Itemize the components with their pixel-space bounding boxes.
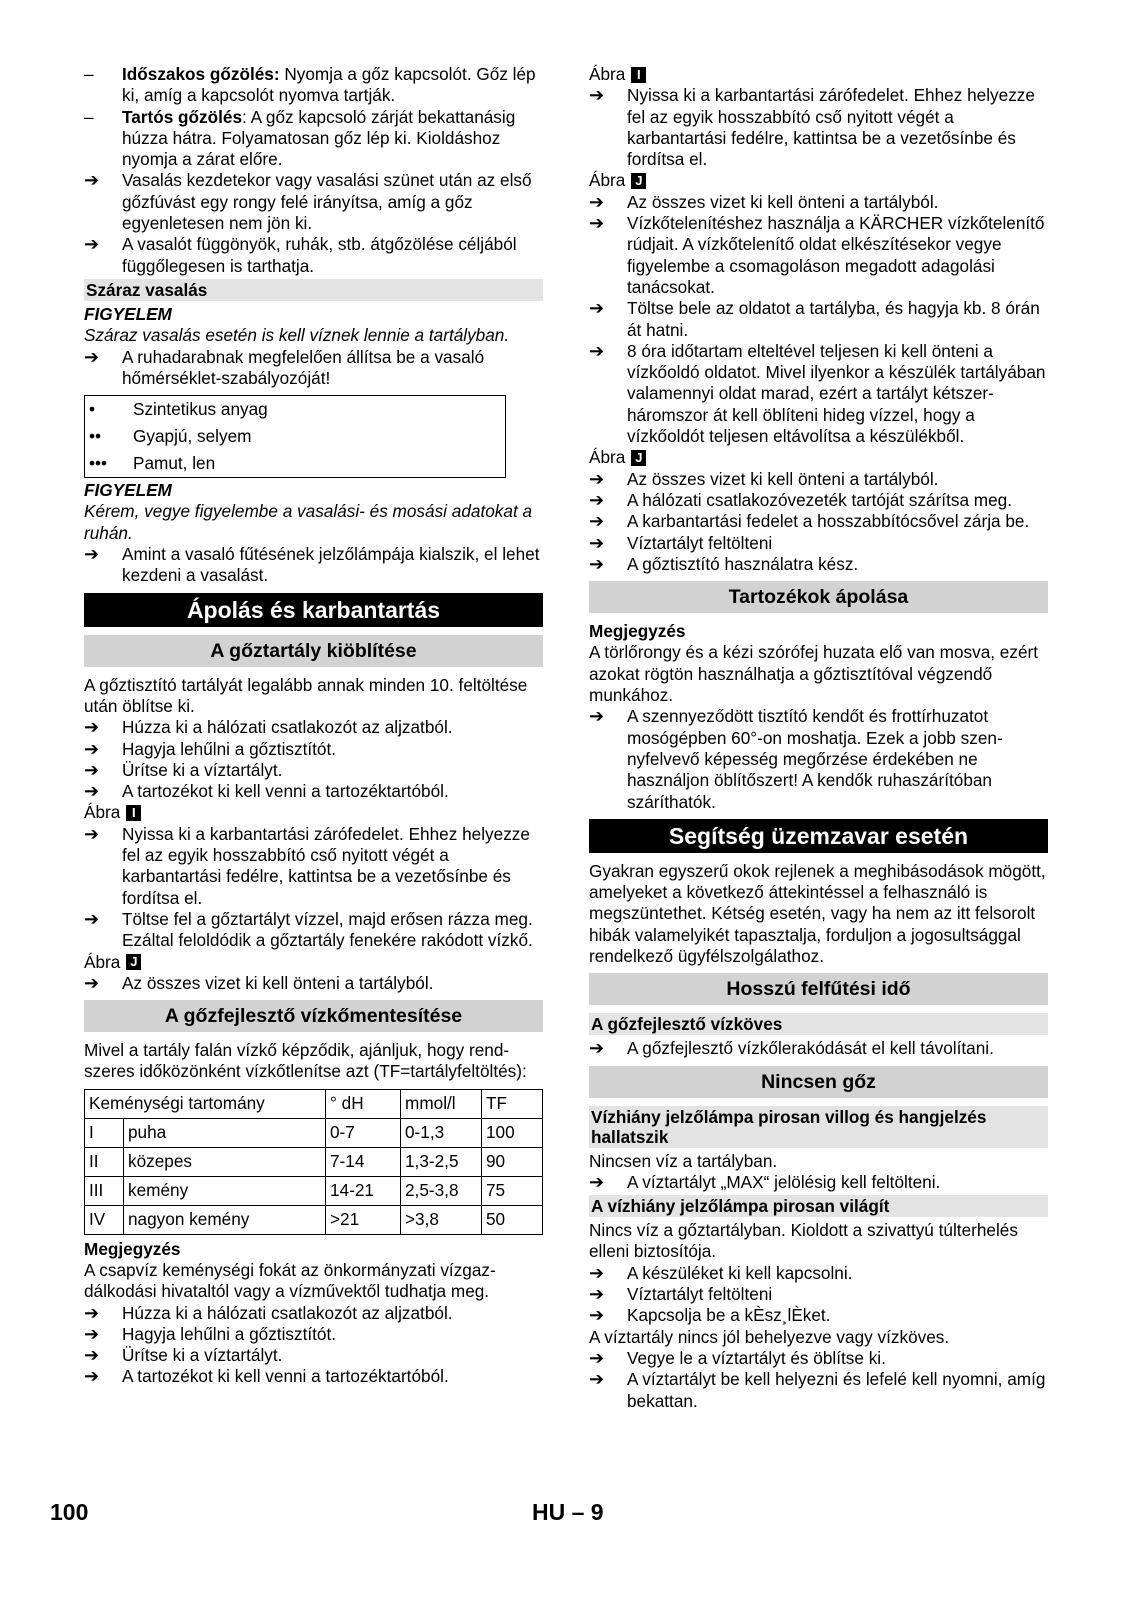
step-item: ➔ A hálózati csatlakozóvezeték tartóját szárítsa meg.	[589, 489, 1012, 510]
step-item: ➔ A víztartályt be kell helyezni és lefelé kell nyomni, amíg bekattan.	[589, 1369, 1046, 1411]
hardness-table	[84, 1089, 543, 1235]
arrow-icon: ➔	[589, 1038, 605, 1059]
step-item: ➔ A tartozékot ki kell venni a tartozéktartóból.	[84, 781, 449, 802]
step-item: ➔ A vasalót függönyök, ruhák, stb. átgőzölése céljából függőlegesen is tarthatja.	[84, 234, 517, 276]
step-item: ➔ Kapcsolja be a kÈsz¸lÈket.	[589, 1305, 831, 1326]
arrow-icon: ➔	[84, 544, 100, 565]
step-item: ➔ Húzza ki a hálózati csatlakozót az aljzatból.	[84, 717, 453, 738]
arrow-icon: ➔	[589, 340, 605, 361]
arrow-icon: ➔	[589, 468, 605, 489]
arrow-icon: ➔	[589, 1262, 605, 1283]
step-item: ➔ Ürítse ki a víztartályt.	[84, 759, 283, 780]
arrow-icon: ➔	[84, 170, 100, 191]
step-item: ➔ Az összes vizet ki kell önteni a tartályból.	[589, 191, 939, 212]
figure-letter-icon: J	[631, 173, 646, 189]
figure-reference: Ábra J	[589, 170, 1048, 191]
arrow-icon: ➔	[84, 781, 100, 802]
term-text: : A gőz kapcsoló zárját bekattanásig húzza hátra. Folyamatosan gőz lép ki. Kioldáshoz nyomja a zárat előre.	[122, 106, 516, 170]
arrow-icon: ➔	[589, 1171, 605, 1192]
arrow-icon: ➔	[84, 1323, 100, 1344]
arrow-icon: ➔	[589, 706, 605, 727]
warning-text: Száraz vasalás esetén is kell víznek lennie a tartályban.	[84, 325, 510, 346]
term: Időszakos gőzölés:	[122, 64, 280, 84]
warning-title: FIGYELEM	[84, 480, 172, 501]
section-heading-care: Ápolás és karbantartás	[84, 593, 543, 627]
step-item: ➔ A tartozékot ki kell venni a tartozéktartóból.	[84, 1366, 449, 1387]
section-heading-no-steam: Nincsen gőz	[589, 1066, 1048, 1098]
paragraph: A víztartály nincs jól behelyezve vagy vízköves.	[589, 1326, 950, 1347]
left-column	[84, 64, 543, 1388]
list-item: – Tartós gőzölés: A gőz kapcsoló zárját bekattanásig húzza hátra. Folyamatosan gőz lép ki. Kioldáshoz nyomja a zárat előre.	[84, 106, 516, 170]
arrow-icon: ➔	[589, 511, 605, 532]
subheading-lit: A vízhiány jelzőlámpa pirosan világít	[589, 1195, 1048, 1217]
table-row: I puha 0-7 0-1,3 100	[85, 1118, 543, 1147]
paragraph: Mivel a tartály falán vízkő képződik, ajánljuk, hogy rendszeres időközönként vízkőtlenítse azt (TF=tartályfeltöltés):	[84, 1040, 527, 1082]
arrow-icon: ➔	[84, 1366, 100, 1387]
step-item: ➔ Vasalás kezdetekor vagy vasalási szünet után az első gőzfúvást egy rongy felé irányítsa, amíg a gőz egyenletesen nem jön ki.	[84, 170, 532, 234]
step-item: ➔ Víztartályt feltölteni	[589, 1284, 773, 1305]
note-title: Megjegyzés	[589, 621, 686, 642]
step-item: ➔ A szennyeződött tisztító kendőt és frottírhuzatot mosógépben 60°-on moshatja. Ezek a jobb szennyfelvevő képesség megőrzése érdekében ne használjon öblítőszert! A kendők ruhaszárítóban száríthatók.	[589, 706, 1003, 812]
arrow-icon: ➔	[589, 1369, 605, 1390]
arrow-icon: ➔	[589, 532, 605, 553]
term-text: Nyomja a gőz kapcsolót. Gőz lép ki, amíg a kapcsolót nyomva tartják.	[122, 64, 536, 106]
step-item: ➔ Hagyja lehűlni a gőztisztítót.	[84, 1323, 337, 1344]
step-item: ➔ 8 óra időtartam elteltével teljesen ki kell önteni a vízkőoldó oldatot. Mivel ilyenkor a készülék tartályában valamennyi oldat marad, ezért a tartályt kétszer-háromszor át kell öblíteni hideg vízzel, hogy a vízkőoldót teljesen eltávolítsa a készülékből.	[589, 340, 1046, 447]
figure-letter-icon: I	[126, 805, 141, 821]
step-item: ➔ Vízkőtelenítéshez használja a KÄRCHER vízkőtelenítő rúdjait. A vízkőtelenítő oldat elkészítésekor vegye figyelembe a csomagoláson megadott adagolási tanácsokat.	[589, 213, 1045, 297]
subheading-blinking: Vízhiány jelzőlámpa pirosan villog és hangjelzés hallatszik	[589, 1106, 1048, 1148]
warning-title: FIGYELEM	[84, 303, 172, 324]
step-item: ➔ Az összes vizet ki kell önteni a tartályból.	[84, 972, 434, 993]
arrow-icon: ➔	[589, 553, 605, 574]
figure-reference: Ábra I	[589, 64, 1048, 85]
arrow-icon: ➔	[84, 346, 100, 367]
list-item: – Időszakos gőzölés: Nyomja a gőz kapcsolót. Gőz lép ki, amíg a kapcsolót nyomva tartják.	[84, 64, 536, 106]
note-text: A törlőrongy és a kézi szórófej huzata elő van mosva, ezért azokat rögtön használhatja a gőztisztítóval végzendő munkához.	[589, 642, 1039, 706]
step-item: ➔ Töltse bele az oldatot a tartályba, és hagyja kb. 8 órán át hatni.	[589, 298, 1040, 340]
temperature-box	[84, 395, 506, 478]
step-item: ➔ A víztartályt „MAX“ jelölésig kell feltölteni.	[589, 1171, 941, 1192]
step-item: ➔ Víztartályt feltölteni	[589, 532, 773, 553]
section-label: HU – 9	[532, 1499, 604, 1525]
temperature-row: •• Gyapjú, selyem	[89, 426, 252, 447]
figure-letter-icon: J	[126, 954, 141, 970]
arrow-icon: ➔	[84, 823, 100, 844]
arrow-icon: ➔	[589, 1305, 605, 1326]
section-heading-descale: A gőzfejlesztő vízkőmentesítése	[84, 1000, 543, 1032]
temperature-row: ••• Pamut, len	[89, 453, 216, 474]
table-header-row: Keménységi tartomány ° dH mmol/l TF	[85, 1089, 543, 1118]
figure-reference: Ábra J	[589, 447, 1048, 468]
page-number: 100	[50, 1499, 89, 1525]
step-item: ➔ Ürítse ki a víztartályt.	[84, 1345, 283, 1366]
step-item: ➔ A gőztisztító használatra kész.	[589, 553, 859, 574]
step-item: ➔ Húzza ki a hálózati csatlakozót az aljzatból.	[84, 1302, 453, 1323]
arrow-icon: ➔	[589, 213, 605, 234]
step-item: ➔ Vegye le a víztartályt és öblítse ki.	[589, 1347, 886, 1368]
step-item: ➔ A gőzfejlesztő vízkőlerakódását el kell távolítani.	[589, 1038, 994, 1059]
step-item: ➔ A ruhadarabnak megfelelően állítsa be a vasaló hőmérséklet-szabályozóját!	[84, 346, 485, 388]
paragraph: Gyakran egyszerű okok rejlenek a meghibásodások mögött, amelyeket a következő áttekintéssel a felhasználó is megszüntethet. Kétség esetén, vagy ha nem az itt felsorolt hibák valamelyikét tapasztalja, forduljon a jogosultsággal rendelkező ügyfélszolgálathoz.	[589, 860, 1046, 966]
arrow-icon: ➔	[589, 489, 605, 510]
note-title: Megjegyzés	[84, 1238, 181, 1259]
figure-reference: Ábra I	[84, 802, 543, 823]
step-item: ➔ Amint a vasaló fűtésének jelzőlámpája kialszik, el lehet kezdeni a vasalást.	[84, 544, 540, 586]
right-column	[589, 64, 1048, 1412]
arrow-icon: ➔	[84, 759, 100, 780]
arrow-icon: ➔	[84, 972, 100, 993]
arrow-icon: ➔	[84, 738, 100, 759]
arrow-icon: ➔	[589, 1347, 605, 1368]
step-item: ➔ Hagyja lehűlni a gőztisztítót.	[84, 738, 337, 759]
paragraph: Nincsen víz a tartályban.	[589, 1150, 778, 1171]
table-row: II közepes 7-14 1,3-2,5 90	[85, 1147, 543, 1176]
arrow-icon: ➔	[589, 298, 605, 319]
table-row: III kemény 14-21 2,5-3,8 75	[85, 1176, 543, 1205]
step-item: ➔ A karbantartási fedelet a hosszabbítócsővel zárja be.	[589, 511, 1030, 532]
arrow-icon: ➔	[589, 191, 605, 212]
arrow-icon: ➔	[589, 1284, 605, 1305]
section-heading-rinse: A gőztartály kiöblítése	[84, 635, 543, 667]
section-heading-accessories: Tartozékok ápolása	[589, 581, 1048, 613]
arrow-icon: ➔	[84, 717, 100, 738]
arrow-icon: ➔	[84, 1345, 100, 1366]
subheading-dry-ironing: Száraz vasalás	[84, 279, 543, 301]
arrow-icon: ➔	[84, 908, 100, 929]
subheading-scaled: A gőzfejlesztő vízköves	[589, 1013, 1048, 1035]
figure-letter-icon: I	[631, 67, 646, 83]
term: Tartós gőzölés	[122, 106, 243, 127]
arrow-icon: ➔	[84, 234, 100, 255]
figure-reference: Ábra J	[84, 952, 543, 973]
step-item: ➔ Nyissa ki a karbantartási zárófedelet. Ehhez helyezze fel az egyik hosszabbító cső nyitott végét a karbantartási fedélre, kattintsa be a vezetősínbe és fordítsa el.	[84, 823, 530, 908]
paragraph: Nincs víz a gőztartályban. Kioldott a szivattyú túlterhelés elleni biztosítója.	[589, 1220, 1018, 1262]
step-item: ➔ Az összes vizet ki kell önteni a tartályból.	[589, 468, 939, 489]
arrow-icon: ➔	[589, 85, 605, 106]
figure-letter-icon: J	[631, 450, 646, 466]
table-row: IV nagyon kemény >21 >3,8 50	[85, 1205, 543, 1234]
arrow-icon: ➔	[84, 1302, 100, 1323]
step-item: ➔ A készüléket ki kell kapcsolni.	[589, 1262, 853, 1283]
paragraph: A gőztisztító tartályát legalább annak minden 10. feltöltése után öblítse ki.	[84, 674, 528, 716]
temperature-row: • Szintetikus anyag	[89, 399, 268, 420]
step-item: ➔ Nyissa ki a karbantartási zárófedelet. Ehhez helyezze fel az egyik hosszabbító cső nyitott végét a karbantartási fedélre, kattintsa be a vezetősínbe és fordítsa el.	[589, 85, 1035, 170]
section-heading-troubleshooting: Segítség üzemzavar esetén	[589, 819, 1048, 853]
warning-text: Kérem, vegye figyelembe a vasalási- és mosási adatokat a ruhán.	[84, 501, 533, 543]
step-item: ➔ Töltse fel a gőztartályt vízzel, majd erősen rázza meg. Ezáltal feloldódik a gőztartály fenekére rakódott vízkő.	[84, 908, 533, 951]
section-heading-heating-time: Hosszú felfűtési idő	[589, 973, 1048, 1005]
note-text: A csapvíz keménységi fokát az önkormányzati vízgazdálkodási hivataltól vagy a vízművektől tudhatja meg.	[84, 1259, 496, 1302]
